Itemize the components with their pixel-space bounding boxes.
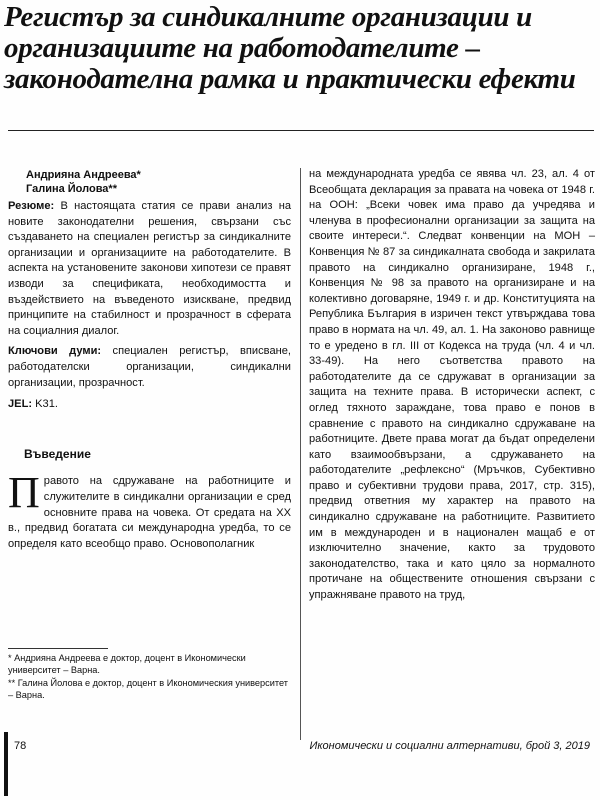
left-column (8, 168, 291, 552)
footer-accent-bar (4, 732, 8, 796)
footnotes (8, 652, 291, 702)
footnote-divider (8, 648, 108, 649)
keywords-label: Ключови думи: (8, 345, 102, 358)
jel-codes (8, 397, 291, 413)
jel-text: K31. (32, 398, 58, 411)
author-name: Галина Йолова** (26, 183, 117, 195)
author-name: Андрияна Андреева* (26, 169, 141, 181)
intro-paragraph (8, 468, 291, 552)
column-divider (300, 168, 301, 740)
title-divider (8, 130, 594, 131)
page-number: 78 (14, 740, 27, 752)
abstract (8, 198, 291, 339)
right-column (309, 167, 595, 604)
article-title: Регистър за синдикалните организации и организациите на работодателите – законодателна рамка и практически ефекти (4, 1, 576, 95)
intro-text: равото на сдружаване на работниците и служителите в синдикални организации е сред основните права на човека. От средата на ХХ в., предвид богатата си международна уредба, то се определя като всеобщо право. Основополагник (8, 475, 291, 550)
footnote: * Андрияна Андреева е доктор, доцент в Икономически университет – Варна. (8, 653, 246, 675)
keywords (8, 344, 291, 391)
section-heading: Въведение (24, 446, 91, 461)
footnote: ** Галина Йолова е доктор, доцент в Икономическия университет – Варна. (8, 678, 288, 700)
jel-label: JEL: (8, 398, 33, 411)
author-list (8, 168, 291, 196)
drop-cap: П (8, 468, 40, 518)
journal-citation: Икономически и социални алтернативи, брой 3, 2019 (309, 740, 590, 752)
keywords-text: специален регистър, вписване, работодателски организации, синдикални организации, прозрачност. (8, 345, 291, 389)
body-text: на международната уредба се явява чл. 23, ал. 4 от Всеобщата декларация за правата на човека от 1948 г. на ООН: „Всеки човек има право да учредява и членува в професионални организации за защита на своите интереси.“. Следват конвенции на МОН – Конвенция № 87 за синдикалната свобода и закрилата правото на синдикално организиране, 1948 г., Конвенция № 98 за правото на организиране и на колективно договаряне, 1949 г. и др. Конституцията на Република България в изричен текст утвърждава това право в нормата на чл. 49, ал. 1. На законово равнище то е уредено в гл. III от Кодекса на труда (чл. 4 и чл. 33-49). На него съответства правото на работодателите да се сдружават в организации за защита на техните права. В исторически аспект, с оглед тяхното зараждане, това право е понов в сравнение с правото на синдикално сдружаване на работниците. Двете права могат да бъдат определени като взаимообвързани, а сдружаването на работодателите „рефлексно“ (Мръчков, Субективно право и субективни трудови права, 2017, стр. 315), предвид ответния му характер на правото на синдикално сдружаване на работниците. Развитието им в международен и в национален мащаб е от изключително значение, както за трудовото законодателство, така и като цяло за нормалното протичане на обществените отношения свързани с упражняване правото на труд, (309, 168, 595, 602)
abstract-text: В настоящата статия се прави анализ на новите законодателни решения, свързани със създаването на специален регистър за синдикалните организации и организациите на работодателите. В аспекта на установените законови хипотези се правят изводи за спецификата, необходимостта и въздействието на въведеното изискване, предвид принципите на стабилност и прозрачност в сферата на социалния диалог. (8, 200, 291, 337)
abstract-label: Резюме: (8, 200, 55, 212)
